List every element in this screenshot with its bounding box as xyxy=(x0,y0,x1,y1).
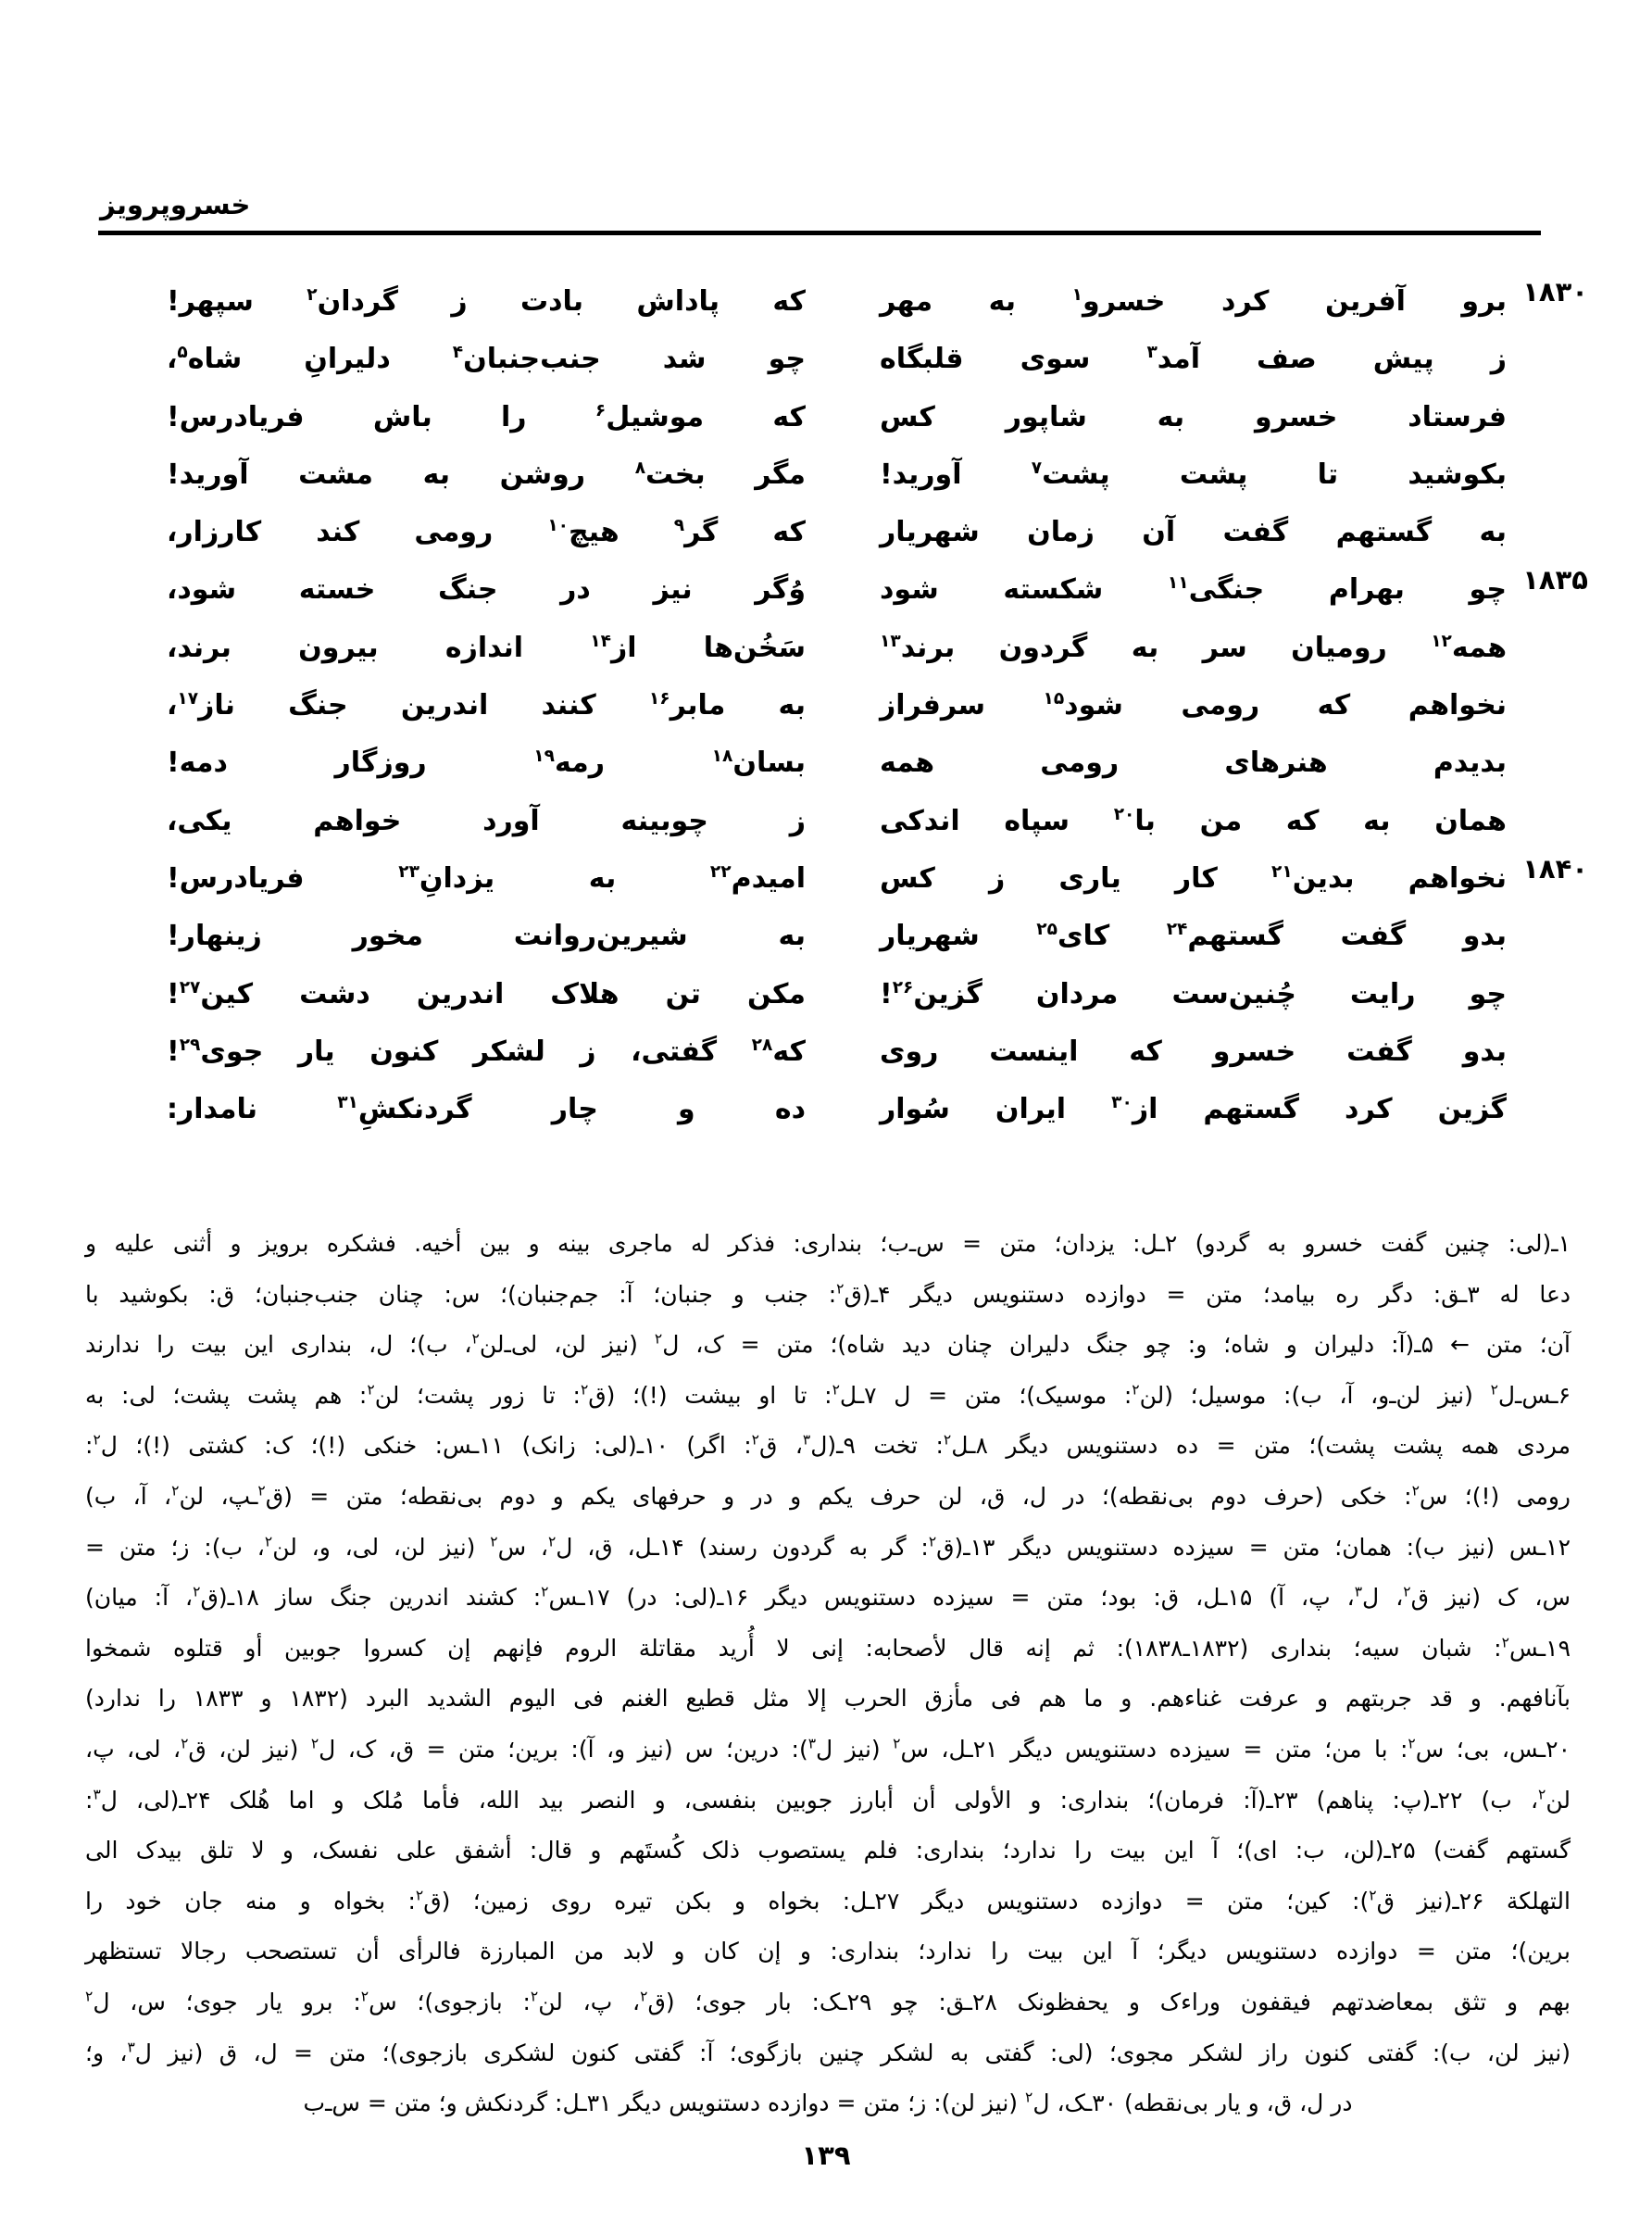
verse-row xyxy=(167,505,1588,562)
hemistich-second: به مابر$^{۱۶}$ کنند اندرین جنگ ناز$^{۱۷}$، xyxy=(167,689,806,722)
hemistich-first: بکوشید تا پشت پشت$^۷$ آورید! xyxy=(880,458,1508,491)
hemistich-first: فرستاد خسرو به شاپور کس xyxy=(880,400,1507,433)
hemistich-second: ده و چار گردنکشِ$^{۳۱}$ نامدار: xyxy=(167,1093,806,1126)
hemistich-second: چو شد جنب‌جنبان$^۴$ دلیرانِ شاه$^۵$، xyxy=(167,343,806,376)
verse-row xyxy=(167,1024,1588,1082)
hemistich-second: ز چوبینه آورد خواهم یکی، xyxy=(167,804,806,837)
verse-number: ۱۸۳۵ xyxy=(1522,564,1588,596)
footnote-line: دعا له ۳ـق: دگر ره بیامد؛ متن = دوازده دستنویس دیگر ۴ـ(ق$^۲$: جنب و جنبان؛ آ: جم‌جنبان)؛ س: چنان جنب‌جنبان؛ ق: بکوشید با xyxy=(85,1280,1571,1308)
footnote-line: بآنافهم. و قد جربتهم و عرفت غناءهم. و ما هم فی مأزق الحرب إلا مثل قطیع الغنم فی الیوم الشدید البرد (۱۸۳۲ و ۱۸۳۳ را ندارد) xyxy=(85,1685,1571,1713)
verse-number: ۱۸۳۰ xyxy=(1522,276,1588,307)
hemistich-first: ز پیش صف آمد$^۳$ سوی قلبگاه xyxy=(880,343,1507,376)
hemistich-first: بدو گفت خسرو که اینست روی xyxy=(880,1035,1507,1068)
footnote-line: لن$^۲$، ب) ۲۲ـ(پ: پناهم) ۲۳ـ(آ: فرمان)؛ بنداری: و الأولی أن أبارز جوبین بنفسی، و النصر بید الله، فأما مُلک و اما هُلک ۲۴ـ(لی، ل$^۳$: xyxy=(85,1786,1571,1814)
verse-number: ۱۸۴۰ xyxy=(1522,852,1588,885)
hemistich-second: مگر بخت$^۸$ روشن به مشت آورید! xyxy=(167,458,806,491)
footnote-line: ۱ـ(لی: چنین گفت خسرو به گردو) ۲ـل: یزدان؛ متن = س‌ـ‌ب؛ بنداری: فذکر له ماجری بینه و بین أخیه. فشکره برویز و أثنی علیه و xyxy=(85,1230,1571,1257)
hemistich-second: که گر$^۹$ هیچ$^{۱۰}$ رومی کند کارزار، xyxy=(167,516,806,549)
footnote-line: (نیز لن، ب): گفتی کنون راز لشکر مجوی؛ (لی: گفتی به لشکر چنین بازگوی؛ آ: گفتی کنون لشکری بازجوی)؛ متن = ل، ق (نیز ل$^۳$، و؛ xyxy=(85,2039,1571,2066)
hemistich-first: همه$^{۱۲}$ رومیان سر به گردون برند$^{۱۳}$ xyxy=(880,631,1507,664)
verse-row xyxy=(167,794,1588,851)
hemistich-second: که پاداش بادت ز گردان$^۲$ سپهر! xyxy=(167,285,806,318)
verse-row xyxy=(167,967,1588,1024)
footnote-line: رومی (!)؛ س$^۲$: خکی (حرف دوم بی‌نقطه)؛ در ل، ق، لن حرف یکم و در و حرفهای یکم و دوم بی‌نقطه؛ متن = (ق$^۲$ـپ، لن$^۲$، آ، ب) xyxy=(85,1482,1571,1510)
footnote-line: در ل، ق، و یار بی‌نقطه) ۳۰ـک، ل$^۲$ (نیز لن): ز؛ متن = دوازده دستنویس دیگر ۳۱ـل: گردنکش و؛ متن = س‌ـ‌ب xyxy=(303,2089,1353,2117)
hemistich-first: همان به که من با$^{۲۰}$ سپاه اندکی xyxy=(880,804,1507,837)
verse-row xyxy=(167,678,1588,735)
footnote-line: التهلکة ۲۶ـ(نیز ق$^۲$): کین؛ متن = دوازده دستنویس دیگر ۲۷ـل: بخواه و بکن تیره روی زمین؛ (ق$^۲$: بخواه و منه جان خود را xyxy=(85,1887,1571,1914)
hemistich-first: بدیدم هنرهای رومی همه xyxy=(880,747,1507,780)
footnote-line: ۲۰ـس، بی؛ س$^۲$: با من؛ متن = سیزده دستنویس دیگر ۲۱ـل، س$^۲$ (نیز ل$^۳$): درین؛ س (نیز و، آ): برین؛ متن = ق، ک، ل$^۲$ (نیز لن، ق$^۲$، لی، پ، xyxy=(85,1735,1571,1763)
page-number: ۱۳۹ xyxy=(801,2140,851,2171)
verse-row xyxy=(167,735,1588,793)
verse-row xyxy=(167,332,1588,389)
hemistich-second: مکن تن هلاک اندرین دشت کین$^{۲۷}$! xyxy=(167,977,806,1010)
hemistich-second: که$^{۲۸}$ گفتی، ز لشکر کنون یار جوی$^{۲۹}$! xyxy=(167,1035,806,1068)
footnote-line: آن؛ متن ← ۵ـ(آ: دلیران و شاه؛ و: چو جنگ دلیران چنان دید شاه)؛ متن = ک، ل$^۲$ (نیز لن، لی‌ـ‌لن$^۲$، ب)؛ ل، بنداری این بیت را ندارند xyxy=(85,1330,1571,1359)
verse-row xyxy=(167,562,1588,620)
hemistich-first: چو بهرام جنگی$^{۱۱}$ شکسته شود xyxy=(880,573,1507,607)
verse-row xyxy=(167,447,1588,505)
hemistich-first: برو آفرین کرد خسرو$^۱$ به مهر xyxy=(880,285,1507,318)
verse-row xyxy=(167,851,1588,909)
verse-row xyxy=(167,1082,1588,1139)
verse-row xyxy=(167,274,1588,332)
footnote-line: ۱۹ـس$^۲$: شبان سیه؛ بنداری (۱۸۳۲ـ۱۸۳۸): ثم إنه قال لأصحابه: إنی لا أُرید مقاتلة الروم فإنهم إن کسروا جوبین أو قتلوه شمخوا xyxy=(85,1634,1571,1662)
footnote-line: برین)؛ متن = دوازده دستنویس دیگر؛ آ این بیت را ندارد؛ بنداری: و إن کان و لابد من المبارزة فالرأی أن تستصحب رجالا تستظهر xyxy=(85,1938,1571,1965)
page-header-title: خسروپرویز xyxy=(100,189,251,220)
hemistich-second: به شیرین‌روانت مخور زینهار! xyxy=(167,920,806,953)
verse-row xyxy=(167,621,1588,678)
footnote-line: ۶ـس‌ـ‌ل$^۲$ (نیز لن‌ـ‌و، آ، ب): موسیل؛ (لن$^۲$: موسیک)؛ متن = ل ۷ـل$^۲$: تا او بیشت (!)؛ (ق$^۲$: تا زور پشت؛ لن$^۲$: هم پشت پشت؛ لی: به xyxy=(85,1381,1571,1409)
header-rule xyxy=(98,231,1541,235)
critical-apparatus xyxy=(85,1219,1571,2129)
hemistich-first: چو رایت چُنین‌ست مردان گزین$^{۲۶}$! xyxy=(880,977,1507,1010)
hemistich-second: وُگر نیز در جنگ خسته شود، xyxy=(167,573,806,607)
hemistich-second: که موشیل$^۶$ را باش فریادرس! xyxy=(167,400,806,433)
hemistich-first: بدو گفت گستهم$^{۲۴}$ کای$^{۲۵}$ شهریار xyxy=(880,920,1507,953)
footnote-line: گستهم گفت) ۲۵ـ(لن، ب: ای)؛ آ این بیت را ندارد؛ بنداری: فلم یستصوب ذلک کُستَهم و قال: أشفق علی نفسک، و لا تلق بیدک الی xyxy=(85,1837,1571,1864)
hemistich-second: سَخُن‌ها از$^{۱۴}$ اندازه بیرون برند، xyxy=(167,631,806,664)
verse-row xyxy=(167,390,1588,447)
hemistich-second: بسان$^{۱۸}$ رمه$^{۱۹}$ روزگار دمه! xyxy=(167,747,807,780)
verse-row xyxy=(167,909,1588,966)
footnote-line: ۱۲ـس (نیز ب): همان؛ متن = سیزده دستنویس دیگر ۱۳ـ(ق$^۲$: گر به گردون رسند) ۱۴ـل، ق، ل$^۲$، س$^۲$ (نیز لن، لی، و، لن$^۲$، ب): ز؛ متن = xyxy=(85,1533,1571,1561)
hemistich-second: امیدم$^{۲۲}$ به یزدانِ$^{۲۳}$ فریادرس! xyxy=(167,861,806,895)
footnote-line: بهم و تثق بمعاضدتهم فیقفون وراءک و یحفظونک ۲۸ـق: چو ۲۹ـک: بار جوی؛ (ق$^۲$، پ، لن$^۲$: بازجوی)؛ س$^۲$: برو یار جوی؛ س، ل$^۲$ xyxy=(85,1988,1571,2015)
footnote-line: مردی همه پشت پشت)؛ متن = ده دستنویس دیگر ۸ـل$^۲$: تخت ۹ـ(ل$^۳$، ق$^۲$: اگر) ۱۰ـ(لی: زانک) ۱۱ـس: خنکی (!)؛ ک: کشتی (!)؛ ل$^۲$: xyxy=(85,1432,1571,1460)
footnote-line: س، ک (نیز ق$^۲$، ل$^۳$، پ، آ) ۱۵ـل، ق: بود؛ متن = سیزده دستنویس دیگر ۱۶ـ(لی: در) ۱۷ـس$^۲$: کشند اندرین جنگ ساز ۱۸ـ(ق$^۲$، آ: میان) xyxy=(85,1583,1571,1612)
hemistich-first: به گستهم گفت آن زمان شهریار xyxy=(880,516,1507,549)
hemistich-first: نخواهم که رومی شود$^{۱۵}$ سرفراز xyxy=(880,689,1507,722)
hemistich-first: گزین کرد گستهم از$^{۳۰}$ ایران سُوار xyxy=(880,1093,1507,1126)
poem-columns xyxy=(167,274,1588,1139)
hemistich-first: نخواهم بدین$^{۲۱}$ کار یاری ز کس xyxy=(880,861,1507,895)
